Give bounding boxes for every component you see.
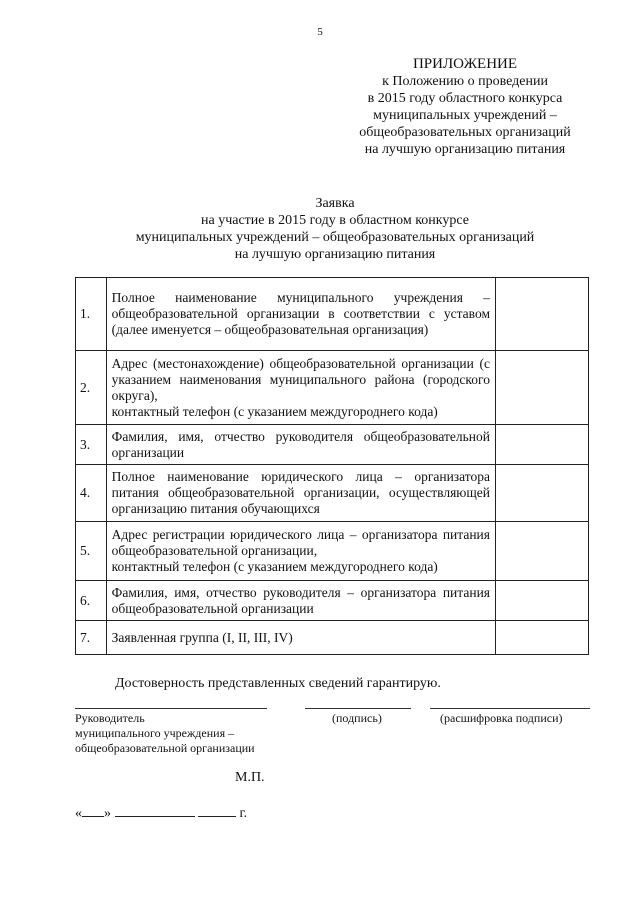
appendix-block	[330, 56, 600, 158]
row-description-part: Адрес регистрации юридического лица – организатора питания общеобразовательной организации,	[111, 527, 490, 558]
application-form-table	[75, 277, 589, 655]
signature-label: (подпись)	[332, 711, 382, 725]
date-year-suffix: г.	[239, 806, 248, 821]
transcript-label: (расшифровка подписи)	[440, 711, 563, 725]
row-value-cell[interactable]	[496, 278, 589, 351]
form-row-2	[76, 351, 589, 425]
row-description: Полное наименование муниципального учреждения – общеобразовательной организации в соответствии с уставом (далее именуется – общеобразовательная организация)	[106, 278, 495, 351]
row-number: 3.	[76, 425, 107, 465]
signer-position-line: муниципального учреждения –	[75, 726, 235, 740]
row-description	[106, 522, 495, 581]
appendix-line: общеобразовательных организаций	[359, 125, 571, 140]
form-row-3	[76, 425, 589, 465]
row-description-part: контактный телефон (с указанием междугороднего кода)	[111, 559, 438, 574]
row-description-part: Адрес (местонахождение) общеобразовательной организации (с указанием наименования муниципального района (городского округа),	[111, 355, 490, 403]
application-title-block	[70, 195, 600, 263]
form-row-1	[76, 278, 589, 351]
date-month-blank[interactable]	[115, 816, 195, 817]
row-value-cell[interactable]	[496, 522, 589, 581]
row-value-cell[interactable]	[496, 621, 589, 655]
date-day-blank[interactable]	[82, 816, 104, 817]
certification-statement: Достоверность представленных сведений гарантирую.	[115, 676, 441, 691]
row-description-part: контактный телефон (с указанием междугороднего кода)	[111, 403, 438, 419]
signer-position	[75, 711, 255, 756]
application-subtitle-line: на участие в 2015 году в областном конкурсе	[200, 213, 469, 228]
transcript-line[interactable]	[430, 708, 590, 709]
row-description	[106, 351, 495, 425]
row-number: 7.	[76, 621, 107, 655]
application-title: Заявка	[315, 196, 355, 211]
form-row-5	[76, 522, 589, 581]
row-value-cell[interactable]	[496, 425, 589, 465]
appendix-line: муниципальных учреждений –	[373, 108, 557, 123]
appendix-heading: ПРИЛОЖЕНИЕ	[412, 56, 518, 72]
form-row-7	[76, 621, 589, 655]
row-number: 1.	[76, 278, 107, 351]
appendix-line: на лучшую организацию питания	[364, 142, 566, 157]
appendix-line: в 2015 году областного конкурса	[367, 91, 563, 106]
date-year-blank[interactable]	[198, 816, 236, 817]
application-subtitle-line: на лучшую организацию питания	[234, 247, 436, 262]
page-number: 5	[317, 26, 323, 38]
row-description: Фамилия, имя, отчество руководителя – организатора питания общеобразовательной организации	[106, 581, 495, 621]
row-value-cell[interactable]	[496, 465, 589, 522]
signer-position-line: Руководитель	[75, 711, 145, 725]
stamp-label: М.П.	[235, 770, 265, 785]
row-value-cell[interactable]	[496, 581, 589, 621]
form-row-4	[76, 465, 589, 522]
date-close-quote: »	[104, 806, 111, 821]
position-line	[75, 708, 267, 709]
date-line	[75, 806, 247, 822]
row-number: 2.	[76, 351, 107, 425]
row-number: 5.	[76, 522, 107, 581]
appendix-line: к Положению о проведении	[382, 74, 548, 89]
application-subtitle-line: муниципальных учреждений – общеобразовательных организаций	[135, 230, 535, 245]
signature-line[interactable]	[305, 708, 411, 709]
row-description: Заявленная группа (I, II, III, IV)	[106, 621, 495, 655]
form-row-6	[76, 581, 589, 621]
row-value-cell[interactable]	[496, 351, 589, 425]
row-description: Фамилия, имя, отчество руководителя общеобразовательной организации	[106, 425, 495, 465]
row-number: 4.	[76, 465, 107, 522]
date-open-quote: «	[75, 806, 82, 821]
signer-position-line: общеобразовательной организации	[75, 741, 255, 755]
row-description: Полное наименование юридического лица – организатора питания общеобразовательной организации, осуществляющей организацию питания обучающихся	[106, 465, 495, 522]
row-number: 6.	[76, 581, 107, 621]
